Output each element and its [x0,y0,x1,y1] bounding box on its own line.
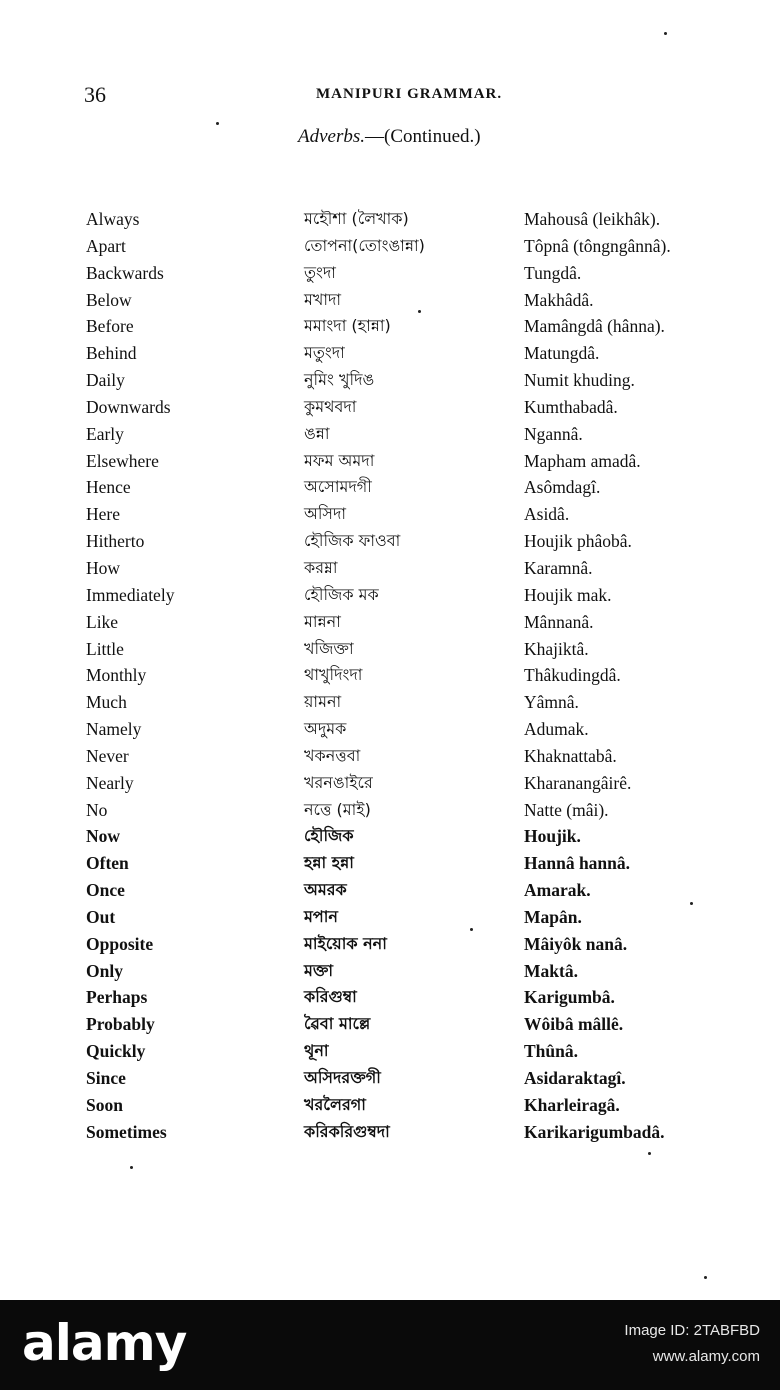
transliteration: Mahousâ (leikhâk). [524,209,661,229]
bengali-word: মক্তা [304,960,334,980]
word-row [0,313,780,340]
transliteration: Thâkudingdâ. [524,665,621,686]
transliteration: Asômdagî. [524,477,601,498]
word-row [0,287,780,314]
bengali-word: ৱৈবা মাল্লে [304,1014,371,1034]
bengali-word: মপান [304,906,338,926]
bengali-word: মতুংদা [304,343,345,363]
transliteration: Houjik phâobâ. [524,531,632,552]
english-word: Namely [86,719,142,740]
english-word: Before [86,316,134,337]
word-row [0,636,780,663]
word-row [0,474,780,501]
bengali-word: অদুমক [304,719,347,739]
english-word: Probably [86,1014,155,1035]
transliteration: Wôibâ mâllê. [524,1014,624,1035]
word-row [0,743,780,770]
word-row [0,582,780,609]
english-word: No [86,799,108,820]
english-word: Here [86,504,121,525]
bengali-word: মখাদা [304,289,342,309]
word-row [0,528,780,555]
transliteration: Khaknattabâ. [524,745,617,766]
english-word: Backwards [86,262,164,283]
transliteration: Ngannâ. [524,423,583,444]
transliteration: Asidaraktagî. [524,1068,626,1088]
english-word: Often [86,853,129,874]
english-word: Now [86,826,121,847]
transliteration: Numit khuding. [524,370,635,391]
transliteration: Adumak. [524,719,589,740]
word-row [0,394,780,421]
transliteration: Khajiktâ. [524,638,589,659]
transliteration: Mamângdâ (hânna). [524,316,665,337]
subtitle-italic: Adverbs. [298,126,366,147]
word-row [0,931,780,958]
bengali-word: খরনঙাইরে [304,772,373,792]
site-url: www.alamy.com [652,1348,760,1365]
bengali-word: অসিদরক্তগী [304,1068,381,1087]
bengali-word: নুমিং খুদিঙ [304,370,375,390]
bengali-word: করম্না [304,557,338,577]
word-row [0,877,780,904]
english-word: Behind [86,343,137,364]
english-word: Perhaps [86,987,148,1008]
page-number: 36 [84,82,106,107]
english-word: Apart [86,235,126,256]
bengali-word: কুমথবদা [304,396,357,416]
word-row [0,1038,780,1065]
transliteration: Matungdâ. [524,343,600,364]
transliteration: Maktâ. [524,960,578,981]
word-row [0,340,780,367]
english-word: Out [86,906,116,927]
running-head: MANIPURI GRAMMAR. [316,86,503,102]
word-row [0,367,780,394]
word-row [0,984,780,1011]
word-row [0,662,780,689]
watermark-banner [0,1300,780,1390]
transliteration: Karikarigumbadâ. [524,1121,665,1142]
bengali-word: তোপনা(তোংঙান্না) [304,235,425,255]
english-word: How [86,557,121,578]
bengali-word: হৌজিক ফাওবা [304,531,401,551]
transliteration: Mapân. [524,906,582,927]
bengali-word: হৌজিক [304,826,354,846]
word-row [0,850,780,877]
word-row [0,206,780,233]
word-row [0,501,780,528]
print-speck [130,1166,133,1169]
english-word: Opposite [86,933,154,954]
transliteration: Mapham amadâ. [524,450,641,471]
bengali-word: তুংদা [304,262,336,282]
transliteration: Makhâdâ. [524,289,594,310]
word-row [0,448,780,475]
english-word: Never [86,745,129,766]
word-row [0,260,780,287]
transliteration: Kharanangâirê. [524,772,632,793]
transliteration: Asidâ. [524,504,570,525]
bengali-word: মাইয়োক ননা [304,933,387,953]
bengali-word: খজিক্তা [304,638,354,658]
bengali-word: মফম অমদা [304,450,375,470]
transliteration: Kharleiragâ. [524,1094,620,1115]
print-speck [690,902,693,905]
transliteration: Mânnanâ. [524,611,594,632]
print-speck [704,1276,707,1279]
transliteration: Tungdâ. [524,262,582,283]
transliteration: Karigumbâ. [524,987,615,1008]
word-row [0,1011,780,1038]
english-word: Hence [86,477,131,498]
bengali-word: হৌজিক মক [304,584,379,604]
word-row [0,421,780,448]
english-word: Much [86,692,127,713]
word-row [0,1065,780,1092]
transliteration: Houjik. [524,826,581,847]
english-word: Like [86,611,119,632]
english-word: Once [86,880,125,901]
transliteration: Yâmnâ. [524,692,579,713]
bengali-word: য়ামনা [304,692,342,712]
english-word: Below [86,289,132,310]
bengali-word: ঙন্না [304,423,330,443]
transliteration: Kumthabadâ. [524,396,618,417]
english-word: Always [86,209,140,229]
alamy-logo: alamy [22,1314,187,1372]
english-word: Since [86,1068,126,1088]
english-word: Daily [86,370,125,391]
transliteration: Amarak. [524,880,591,901]
english-word: Monthly [86,665,147,686]
bengali-word: হন্না হন্না [304,853,354,873]
english-word: Elsewhere [86,450,159,471]
word-row [0,823,780,850]
word-row [0,958,780,985]
print-speck [470,928,473,931]
bengali-word: খরলৈরগা [304,1094,366,1114]
word-row [0,689,780,716]
bengali-word: খকনত্তবা [304,745,361,765]
english-word: Quickly [86,1041,146,1062]
print-speck [648,1152,651,1155]
print-speck [216,122,219,125]
print-speck [664,32,667,35]
transliteration: Tôpnâ (tôngngânnâ). [524,235,671,256]
bengali-word: মহৌশা (লৈখাক) [304,209,409,228]
transliteration: Houjik mak. [524,584,612,605]
subtitle-rest: —(Continued.) [365,126,481,147]
english-word: Only [86,960,123,981]
word-row [0,1092,780,1119]
transliteration: Karamnâ. [524,557,593,578]
word-row [0,770,780,797]
word-row [0,904,780,931]
word-row [0,233,780,260]
bengali-word: থাখুদিংদা [304,665,363,685]
word-row [0,1119,780,1146]
word-row [0,555,780,582]
transliteration: Natte (mâi). [524,799,609,820]
transliteration: Thûnâ. [524,1041,578,1062]
image-id-label: Image ID: 2TABFBD [624,1322,760,1339]
print-speck [418,310,421,313]
english-word: Hitherto [86,531,145,552]
bengali-word: মান্ননা [304,611,341,631]
bengali-word: মমাংদা (হান্না) [304,316,391,336]
word-row [0,609,780,636]
transliteration: Hannâ hannâ. [524,853,631,874]
word-row [0,716,780,743]
english-word: Soon [86,1094,123,1115]
bengali-word: করিকরিগুম্বদা [304,1121,390,1141]
english-word: Early [86,423,124,444]
bengali-word: নত্তে (মাই) [304,799,371,819]
bengali-word: করিগুম্বা [304,987,357,1007]
word-row [0,797,780,824]
section-subtitle [298,126,481,148]
english-word: Downwards [86,396,171,417]
english-word: Little [86,638,124,659]
english-word: Immediately [86,584,175,605]
bengali-word: অমরক [304,880,347,900]
transliteration: Mâiyôk nanâ. [524,933,628,954]
bengali-word: থূনা [304,1041,329,1061]
english-word: Sometimes [86,1121,167,1142]
english-word: Nearly [86,772,134,793]
bengali-word: অসিদা [304,504,347,524]
adverb-word-list [0,206,780,1146]
bengali-word: অসোমদগী [304,477,372,497]
